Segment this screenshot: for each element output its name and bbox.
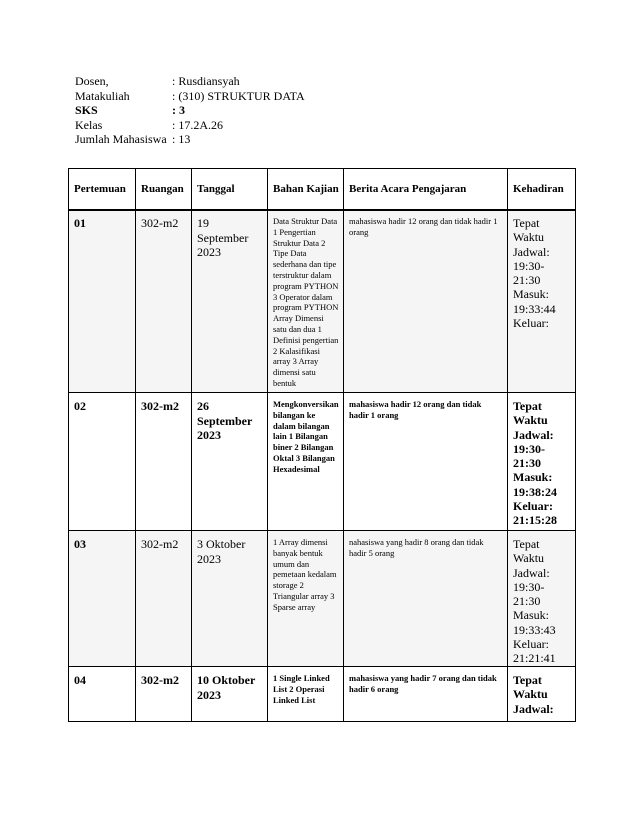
cell-tanggal: 26 September 2023 xyxy=(192,393,268,531)
cell-ruangan: 302-m2 xyxy=(136,210,192,393)
cell-bahan-kajian: Mengkonversikan bilangan ke dalam bilangan lain 1 Bilangan biner 2 Bilangan Oktal 3 Bilangan Hexadesimal xyxy=(268,393,344,531)
dosen-value: : Rusdiansyah xyxy=(172,74,240,88)
cell-kehadiran: Tepat Waktu Jadwal: 19:30-21:30 Masuk: 19:38:24 Keluar: 21:15:28 xyxy=(508,393,576,531)
cell-kehadiran: Tepat Waktu Jadwal: xyxy=(508,667,576,722)
course-info xyxy=(75,74,305,147)
table-row xyxy=(69,210,576,393)
kelas-value: : 17.2A.26 xyxy=(172,117,223,132)
header-divider xyxy=(68,209,576,211)
header-ruangan: Ruangan xyxy=(136,169,192,210)
cell-pertemuan: 04 xyxy=(69,667,136,722)
cell-tanggal: 19 September 2023 xyxy=(192,210,268,393)
cell-berita-acara: mahasiswa yang hadir 7 orang dan tidak hadir 6 orang xyxy=(344,667,508,722)
cell-bahan-kajian: Data Struktur Data 1 Pengertian Struktur Data 2 Tipe Data sederhana dan tipe terstruktur dalam program PYTHON 3 Operator dalam program PYTHON Array Dimensi satu dan dua 1 Definisi pengertian 2 Kalasifikasi array 3 Array dimensi satu bentuk xyxy=(268,210,344,393)
sks-value: : 3 xyxy=(172,103,185,118)
kelas-row xyxy=(75,118,305,133)
cell-berita-acara: nahasiswa yang hadir 8 orang dan tidak hadir 5 orang xyxy=(344,531,508,667)
cell-tanggal: 10 Oktober 2023 xyxy=(192,667,268,722)
table-row xyxy=(69,667,576,722)
cell-kehadiran: Tepat Waktu Jadwal: 19:30-21:30 Masuk: 19:33:44 Keluar: xyxy=(508,210,576,393)
cell-bahan-kajian: 1 Array dimensi banyak bentuk umum dan pemetaan kedalam storage 2 Triangular array 3 Sparse array xyxy=(268,531,344,667)
matakuliah-row xyxy=(75,89,305,104)
header-berita-acara: Berita Acara Pengajaran xyxy=(344,169,508,210)
matakuliah-value: : (310) STRUKTUR DATA xyxy=(172,88,305,103)
cell-berita-acara: mahasiswa hadir 12 orang dan tidak hadir 1 orang xyxy=(344,393,508,531)
cell-pertemuan: 03 xyxy=(69,531,136,667)
dosen-row xyxy=(75,74,305,89)
header-tanggal: Tanggal xyxy=(192,169,268,210)
table-header-row xyxy=(69,169,576,210)
cell-ruangan: 302-m2 xyxy=(136,667,192,722)
cell-bahan-kajian: 1 Single Linked List 2 Operasi Linked List xyxy=(268,667,344,722)
matakuliah-label: Matakuliah xyxy=(75,88,130,103)
dosen-label: Dosen, xyxy=(75,74,109,88)
header-kehadiran: Kehadiran xyxy=(508,169,576,210)
sks-label: SKS xyxy=(75,103,98,118)
cell-kehadiran: Tepat Waktu Jadwal: 19:30-21:30 Masuk: 19:33:43 Keluar: 21:21:41 xyxy=(508,531,576,667)
attendance-table xyxy=(68,168,576,722)
header-bahan-kajian: Bahan Kajian xyxy=(268,169,344,210)
jumlah-row xyxy=(75,132,305,147)
header-pertemuan: Pertemuan xyxy=(69,169,136,210)
jumlah-label: Jumlah Mahasiswa xyxy=(75,132,167,147)
jumlah-value: : 13 xyxy=(172,132,191,147)
kelas-label: Kelas xyxy=(75,117,103,132)
table-row xyxy=(69,531,576,667)
table-row xyxy=(69,393,576,531)
cell-ruangan: 302-m2 xyxy=(136,393,192,531)
cell-tanggal: 3 Oktober 2023 xyxy=(192,531,268,667)
sks-row xyxy=(75,103,305,118)
cell-ruangan: 302-m2 xyxy=(136,531,192,667)
cell-pertemuan: 01 xyxy=(69,210,136,393)
cell-pertemuan: 02 xyxy=(69,393,136,531)
cell-berita-acara: mahasiswa hadir 12 orang dan tidak hadir 1 orang xyxy=(344,210,508,393)
